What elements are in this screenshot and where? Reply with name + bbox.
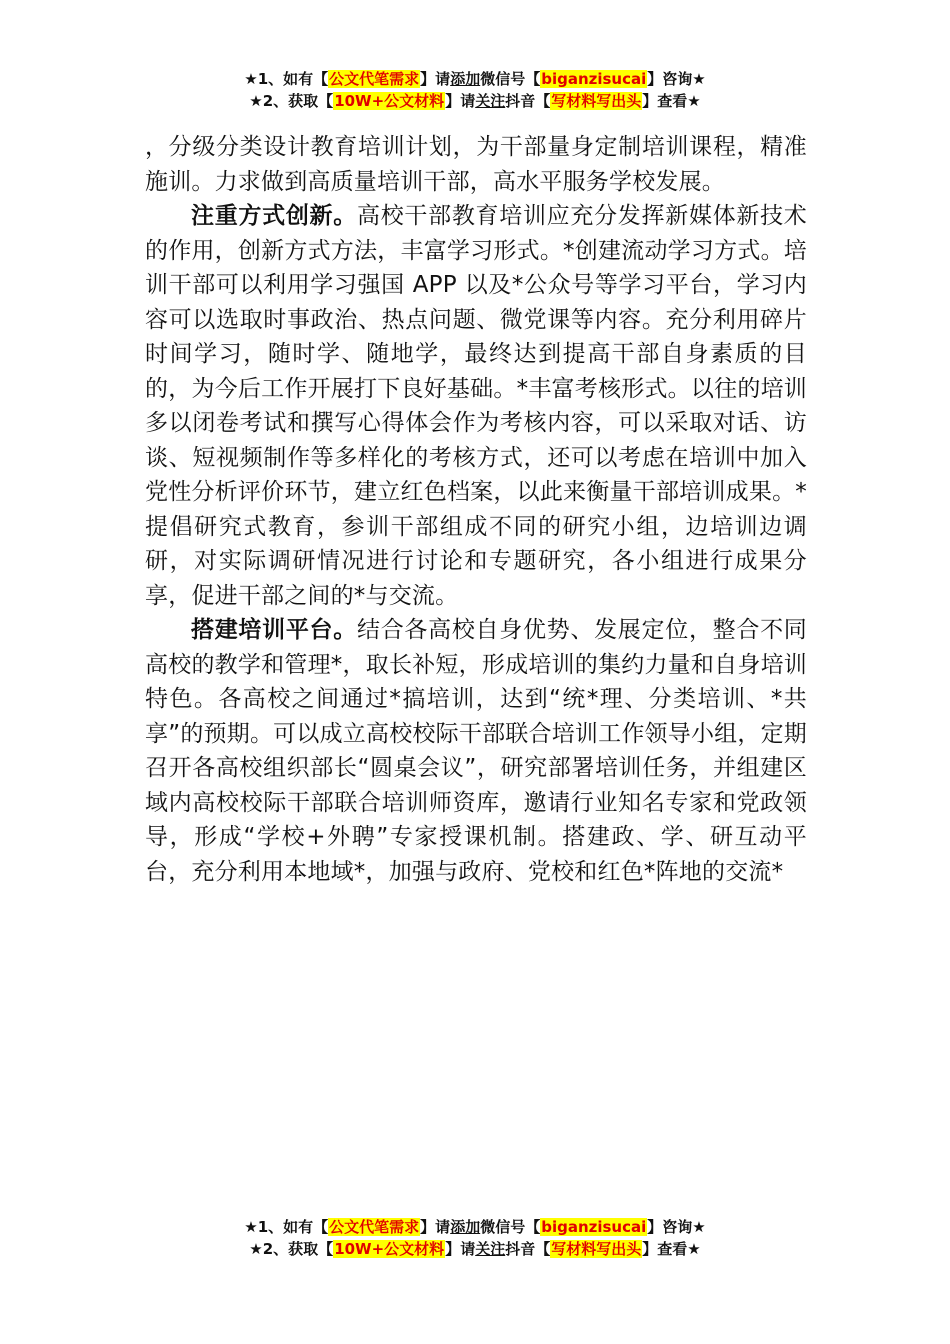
highlight-materials: 10W+公文材料	[334, 1240, 445, 1258]
highlight-douyin: 写材料写出头	[551, 92, 642, 110]
banner-text: 】请	[445, 92, 476, 110]
header-banner	[0, 68, 950, 112]
paragraph-heading: 注重方式创新。	[191, 203, 357, 229]
paragraph-heading: 搭建培训平台。	[191, 617, 357, 643]
footer-banner	[0, 1216, 950, 1260]
highlight-ghostwriting: 公文代笔需求	[329, 1218, 420, 1236]
highlight-wechat-id: biganzisucai	[541, 1218, 647, 1236]
paragraph-text: 高校干部教育培训应充分发挥新媒体新技术的作用，创新方式方法，丰富学习形式。*创建流动学习方式。培训干部可以利用学习强国 APP 以及*公众号等学习平台，学习内容可以选取时事政治、热点问题、微党课等内容。充分利用碎片时间学习，随时学、随地学，最终达到提高干部自身素质的目的，为今后工作开展打下良好基础。*丰富考核形式。以往的培训多以闭卷考试和撰写心得体会作为考核内容，可以采取对话、访谈、短视频制作等多样化的考核方式，还可以考虑在培训中加入党性分析评价环节，建立红色档案，以此来衡量干部培训成果。*提倡研究式教育，参训干部组成不同的研究小组，边培训边调研，对实际调研情况进行讨论和专题研究，各小组进行成果分享，促进干部之间的*与交流。	[145, 203, 807, 609]
paragraph-text: 结合各高校自身优势、发展定位，整合不同高校的教学和管理*，取长补短，形成培训的集约力量和自身培训特色。各高校之间通过*搞培训，达到“统*理、分类培训、*共享”的预期。可以成立高校校际干部联合培训工作领导小组，定期召开各高校组织部长“圆桌会议”，研究部署培训任务，并组建区域内高校校际干部联合培训师资库，邀请行业知名专家和党政领导，形成“学校+外聘”专家授课机制。搭建政、学、研互动平台，充分利用本地域*，加强与政府、党校和红色*阵地的交流*	[145, 617, 807, 885]
paragraph-method-innovation	[145, 199, 807, 613]
paragraph-continued: ，分级分类设计教育培训计划，为干部量身定制培训课程，精准施训。力求做到高质量培训干部，高水平服务学校发展。	[145, 134, 807, 195]
banner-text: ★1、如有【	[244, 70, 329, 88]
highlight-wechat-id: biganzisucai	[541, 70, 647, 88]
banner-text: ★2、获取【	[249, 92, 334, 110]
banner-text: 】咨询★	[647, 1218, 706, 1236]
banner-line-1	[0, 68, 950, 90]
banner-text: ★1、如有【	[244, 1218, 329, 1236]
banner-underlined: 添加	[450, 70, 481, 88]
banner-text: 微信号【	[480, 1218, 541, 1236]
banner-text: 抖音【	[505, 1240, 551, 1258]
highlight-ghostwriting: 公文代笔需求	[329, 70, 420, 88]
banner-line-2	[0, 1238, 950, 1260]
banner-text: 】请	[420, 70, 451, 88]
banner-line-1	[0, 1216, 950, 1238]
banner-text: 】请	[445, 1240, 476, 1258]
document-body	[145, 130, 807, 889]
banner-text: 】请	[420, 1218, 451, 1236]
banner-underlined: 添加	[450, 1218, 481, 1236]
banner-text: 微信号【	[480, 70, 541, 88]
banner-underlined: 关注	[475, 1240, 506, 1258]
banner-text: 】咨询★	[647, 70, 706, 88]
banner-line-2	[0, 90, 950, 112]
banner-underlined: 关注	[475, 92, 506, 110]
banner-text: ★2、获取【	[249, 1240, 334, 1258]
banner-text: 抖音【	[505, 92, 551, 110]
highlight-douyin: 写材料写出头	[551, 1240, 642, 1258]
paragraph-training-platform	[145, 613, 807, 889]
banner-text: 】查看★	[642, 92, 701, 110]
highlight-materials: 10W+公文材料	[334, 92, 445, 110]
banner-text: 】查看★	[642, 1240, 701, 1258]
